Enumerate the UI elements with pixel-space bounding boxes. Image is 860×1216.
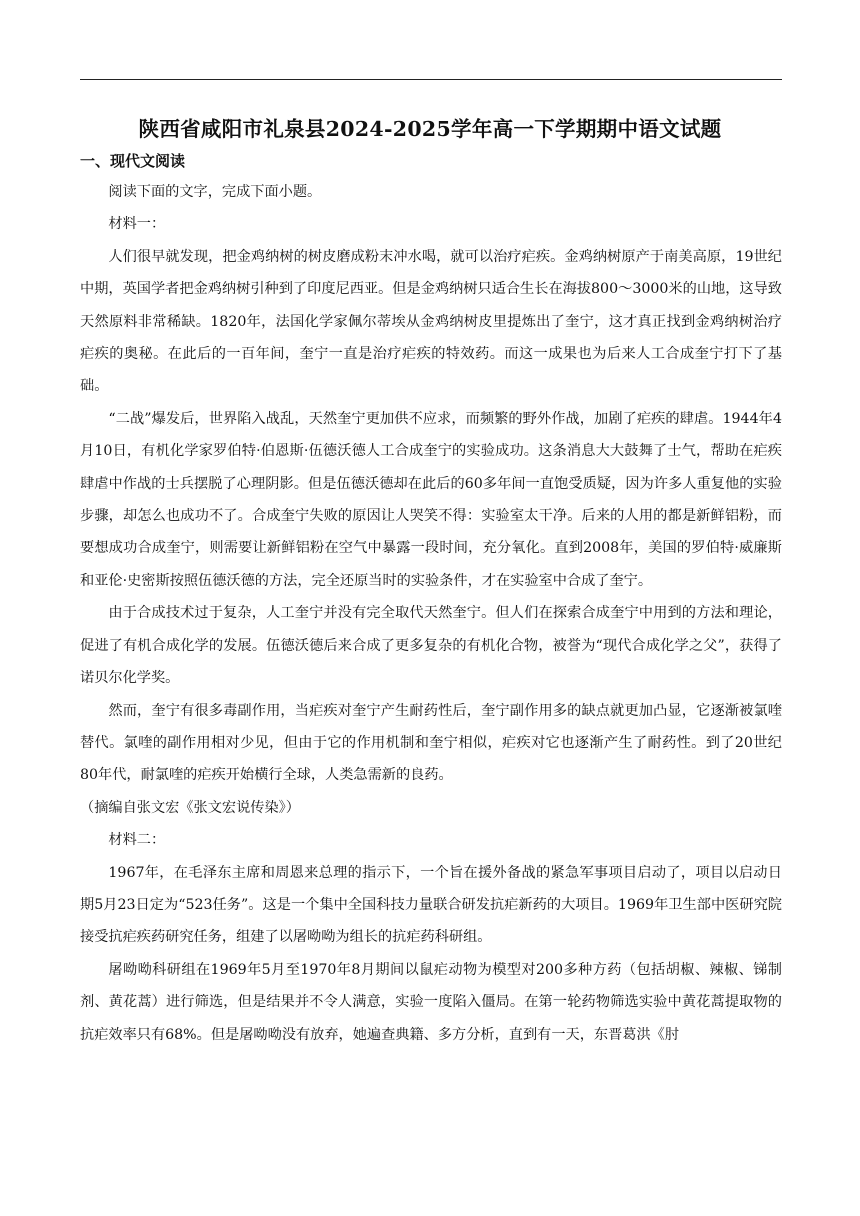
- material2-label: 材料二：: [108, 832, 166, 849]
- material1-paragraph-2: “二战”爆发后，世界陷入战乱，天然奎宁更加供不应求，而频繁的野外作战，加剧了疟疾的肆虐。1944年4月10日，有机化学家罗伯特·伯恩斯·伍德沃德人工合成奎宁的实验成功。这条消息大大鼓舞了士气，帮助在疟疾肆虐中作战的士兵摆脱了心理阴影。但是伍德沃德却在此后的60多年间一直饱受质疑，因为许多人重复他的实验步骤，却怎么也成功不了。合成奎宁失败的原因让人哭笑不得：实验室太干净。后来的人用的都是新鲜铝粉，而要想成功合成奎宁，则需要让新鲜铝粉在空气中暴露一段时间，充分氧化。直到2008年，美国的罗伯特·威廉斯和亚伦·史密斯按照伍德沃德的方法，完全还原当时的实验条件，才在实验室中合成了奎宁。: [80, 410, 782, 589]
- material1-paragraph-1: 人们很早就发现，把金鸡纳树的树皮磨成粉末冲水喝，就可以治疗疟疾。金鸡纳树原产于南美高原，19世纪中期，英国学者把金鸡纳树引种到了印度尼西亚。但是金鸡纳树只适合生长在海拔800～3000米的山地，这导致天然原料非常稀缺。1820年，法国化学家佩尔蒂埃从金鸡纳树皮里提炼出了奎宁，这才真正找到金鸡纳树治疗疟疾的奥秘。在此后的一百年间，奎宁一直是治疗疟疾的特效药。而这一成果也为后来人工合成奎宁打下了基础。: [80, 248, 782, 395]
- material1-paragraph-4: 然而，奎宁有很多毒副作用，当疟疾对奎宁产生耐药性后，奎宁副作用多的缺点就更加凸显，它逐渐被氯喹替代。氯喹的副作用相对少见，但由于它的作用机制和奎宁相似，疟疾对它也逐渐产生了耐药性。到了20世纪80年代，耐氯喹的疟疾开始横行全球，人类急需新的良药。: [80, 702, 782, 784]
- section-heading: 一、现代文阅读: [80, 152, 186, 170]
- header-rule: [80, 79, 782, 80]
- instruction-text: 阅读下面的文字，完成下面小题。: [108, 184, 322, 200]
- material2-paragraph-1: 1967年，在毛泽东主席和周恩来总理的指示下，一个旨在援外备战的紧急军事项目启动了，项目以启动日期5月23日定为“523任务”。这是一个集中全国科技力量联合研发抗疟新药的大项目。1969年卫生部中医研究院接受抗疟疾药研究任务，组建了以屠呦呦为组长的抗疟药科研组。: [80, 864, 782, 946]
- material1-source: （摘编自张文宏《张文宏说传染》）: [80, 799, 300, 816]
- reading-passage: [80, 176, 782, 1051]
- material2-paragraph-2: 屠呦呦科研组在1969年5月至1970年8月期间以鼠疟动物为模型对200多种方药（包括胡椒、辣椒、锑制剂、黄花蒿）进行筛选，但是结果并不令人满意，实验一度陷入僵局。在第一轮药物筛选实验中黄花蒿提取物的抗疟效率只有68%。但是屠呦呦没有放弃，她遍查典籍、多方分析，直到有一天，东晋葛洪《肘: [80, 961, 782, 1043]
- material1-paragraph-3: 由于合成技术过于复杂，人工奎宁并没有完全取代天然奎宁。但人们在探索合成奎宁中用到的方法和理论，促进了有机合成化学的发展。伍德沃德后来合成了更多复杂的有机化合物，被誉为“现代合成化学之父”，获得了诺贝尔化学奖。: [80, 605, 782, 687]
- material1-label: 材料一：: [108, 216, 166, 233]
- page-title: 陕西省咸阳市礼泉县2024-2025学年高一下学期期中语文试题: [138, 117, 722, 141]
